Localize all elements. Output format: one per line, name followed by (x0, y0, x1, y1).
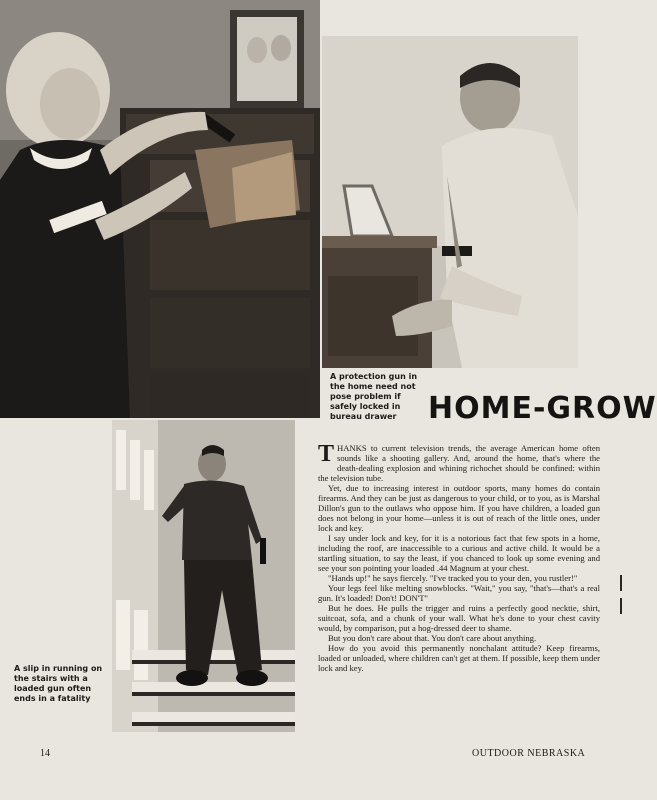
page-edge-mark (620, 598, 622, 614)
drop-cap: T (318, 441, 335, 467)
page-edge-mark (620, 575, 622, 591)
article-paragraph: THANKS to current television trends, the average American home often sounds like a shooting gallery. And, around the home, that's where the death-dealing explosion and whining richochet should be confined: within the television tube. (318, 441, 600, 483)
article-paragraph: "Hands up!" he says fiercely. "I've tracked you to your den, you rustler!" (328, 573, 578, 583)
article-headline: HOME-GROW (428, 391, 657, 426)
page-number: 14 (40, 748, 50, 759)
article-paragraph: I say under lock and key, for it is a notorious fact that few spots in a home, including the roof, are inaccessible to a curious and active child. It would be a startling situation, to say the least, if you chanced to look up some evening and see your son pointing your loaded .44 Magnum at your chest. (318, 533, 600, 573)
photo-man-on-stairs (112, 420, 295, 732)
photo-caption-top: A protection gun in the home need not pose problem if safely locked in bureau drawer (330, 372, 418, 421)
article-paragraph: Your legs feel like melting snowblocks. "Wait," you say, "that's—that's a real gun. It's loaded! Don't! DON'T" (318, 583, 600, 603)
article-paragraph: But you don't care about that. You don't care about anything. (328, 633, 537, 643)
article-body (318, 443, 600, 673)
article-paragraph: How do you avoid this permanently nonchalant attitude? Keep firearms, loaded or unloaded, where children can't get at them. If possible, keep them under lock and key. (318, 643, 600, 673)
magazine-name: OUTDOOR NEBRASKA (472, 748, 586, 759)
article-paragraph: But he does. He pulls the trigger and ruins a perfectly good necktie, shirt, suitcoat, sofa, and a chunk of your wall. What he's done to your chest cavity would, by comparison, put a hog-dressed deer to shame. (318, 603, 600, 633)
article-paragraph: Yet, due to increasing interest in outdoor sports, many homes do contain firearms. And they can be just as dangerous to your child, or to you, as is Marshal Dillon's gun to the outlaws who oppose him. If you have children, a loaded gun does not belong in your home—unless it is out of reach of the little ones, under lock and key. (318, 483, 600, 533)
photo-man-with-gun (322, 36, 578, 368)
photo-girl-at-bureau (0, 0, 320, 418)
photo-caption-bottom: A slip in running on the stairs with a loaded gun often ends in a fatality (14, 664, 103, 703)
